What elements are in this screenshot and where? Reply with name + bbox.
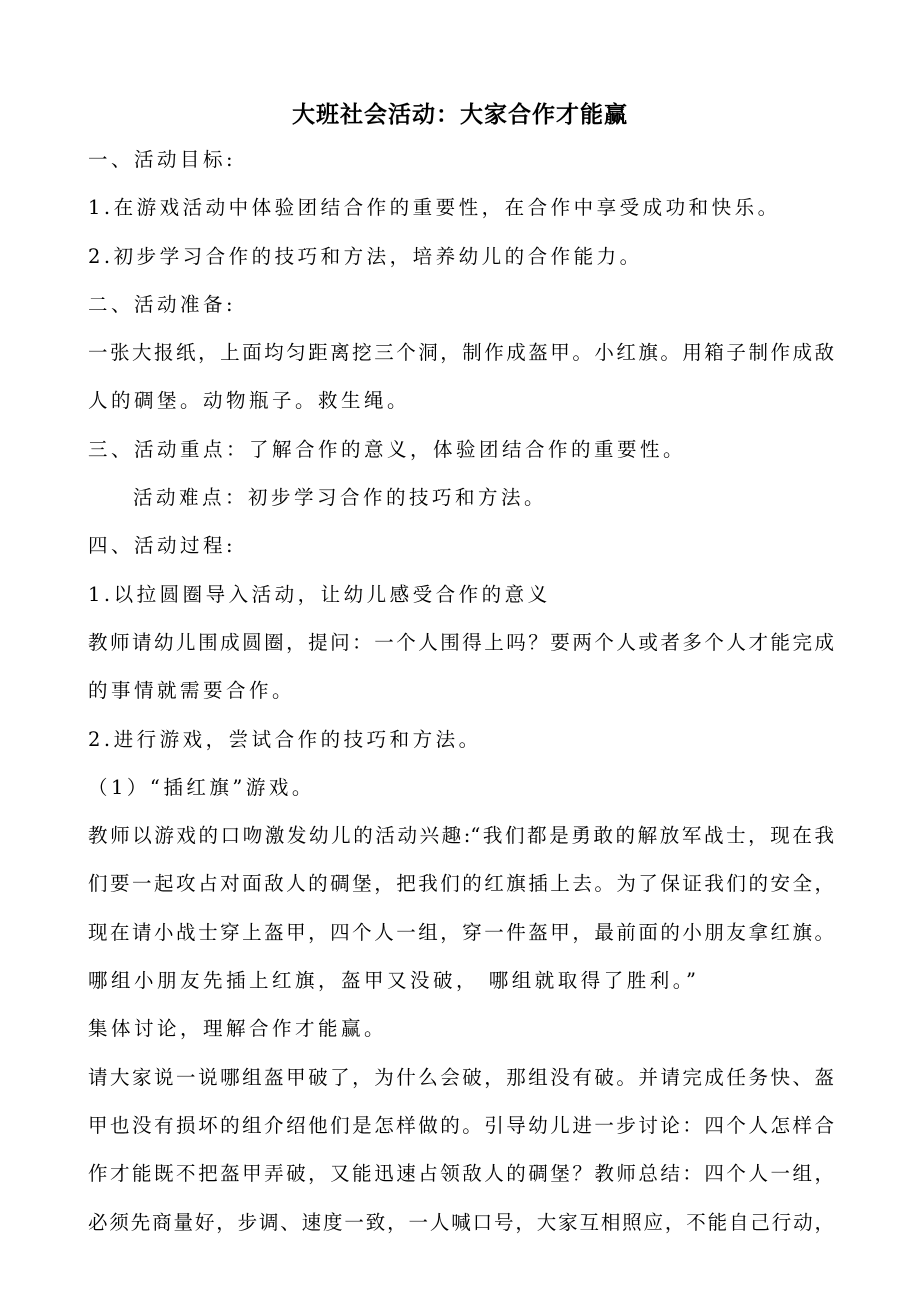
paragraph-line: 1.在游戏活动中体验团结合作的重要性，在合作中享受成功和快乐。 — [88, 196, 781, 220]
paragraph-line: 教师以游戏的口吻激发幼儿的活动兴趣:“我们都是勇敢的解放军战士，现在我 — [88, 824, 834, 848]
paragraph-line: （1）“插红旗”游戏。 — [88, 775, 315, 799]
paragraph-line: 现在请小战士穿上盔甲，四个人一组，穿一件盔甲，最前面的小朋友拿红旗。 — [88, 920, 834, 944]
paragraph-line: 们要一起攻占对面敌人的碉堡，把我们的红旗插上去。为了保证我们的安全， — [88, 872, 834, 896]
paragraph-line: 作才能既不把盔甲弄破，又能迅速占领敌人的碉堡？教师总结：四个人一组， — [88, 1162, 834, 1186]
paragraph-line: 甲也没有损坏的组介绍他们是怎样做的。引导幼儿进一步讨论：四个人怎样合 — [88, 1113, 834, 1137]
paragraph-line: 教师请幼儿围成圆圈，提问：一个人围得上吗？要两个人或者多个人才能完成 — [88, 630, 834, 654]
section-heading: 二、活动准备: — [88, 292, 237, 316]
paragraph-line: 必须先商量好，步调、速度一致，一人喊口号，大家互相照应，不能自己行动， — [88, 1210, 834, 1234]
paragraph-line: 哪组小朋友先插上红旗，盔甲又没破， 哪组就取得了胜利。” — [88, 969, 700, 993]
document-title: 大班社会活动：大家合作才能赢 — [292, 102, 628, 128]
section-heading: 四、活动过程: — [88, 534, 237, 558]
paragraph-line: 人的碉堡。动物瓶子。救生绳。 — [88, 389, 411, 413]
paragraph-line: 1.以拉圆圈导入活动，让幼儿感受合作的意义 — [88, 582, 551, 606]
paragraph-line: 一张大报纸，上面均匀距离挖三个洞，制作成盔甲。小红旗。用箱子制作成敌 — [88, 341, 834, 365]
section-heading: 一、活动目标: — [88, 148, 237, 171]
document-body — [88, 138, 834, 1249]
section-heading: 三、活动重点：了解合作的意义，体验团结合作的重要性。 — [88, 437, 687, 461]
paragraph-line: 2.进行游戏，尝试合作的技巧和方法。 — [88, 727, 482, 751]
paragraph-line: 活动难点：初步学习合作的技巧和方法。 — [133, 486, 548, 510]
paragraph-line: 2.初步学习合作的技巧和方法，培养幼儿的合作能力。 — [88, 244, 643, 268]
paragraph-line: 的事情就需要合作。 — [88, 679, 296, 703]
paragraph-line: 集体讨论，理解合作才能赢。 — [88, 1017, 388, 1041]
paragraph-line: 请大家说一说哪组盔甲破了，为什么会破，那组没有破。并请完成任务快、盔 — [88, 1065, 834, 1089]
